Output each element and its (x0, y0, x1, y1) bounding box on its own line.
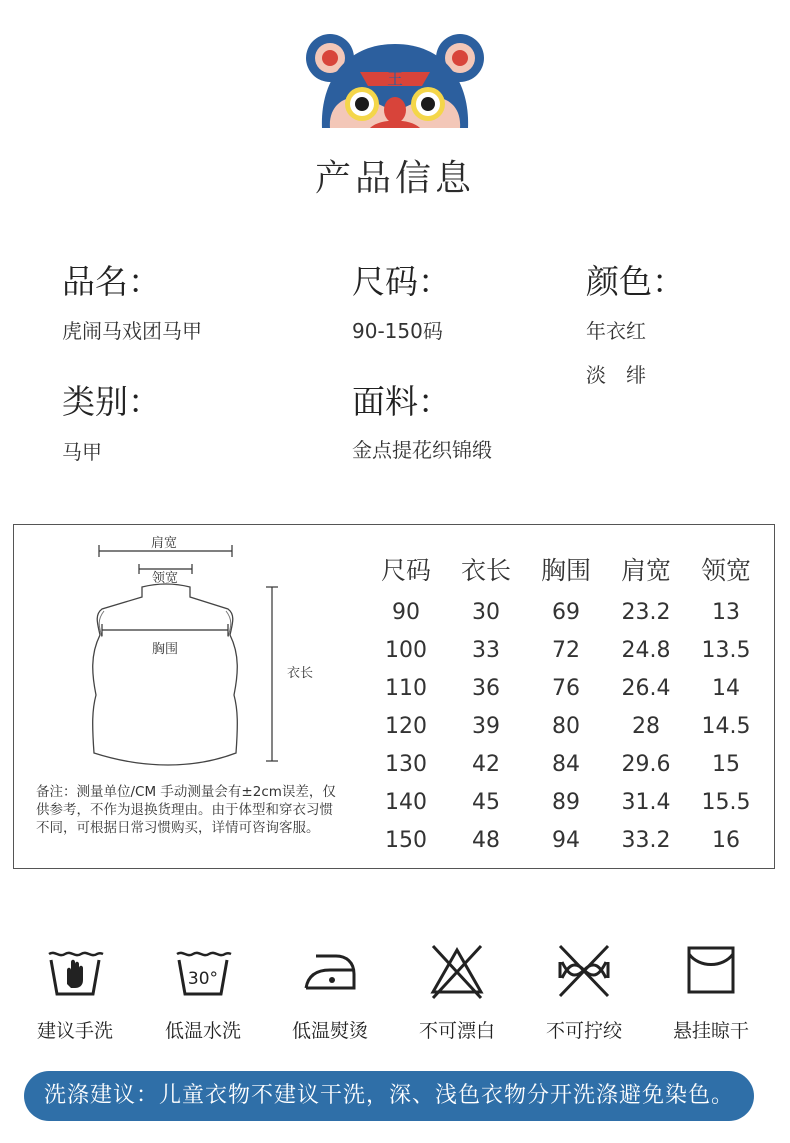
header-shoulder: 肩宽 (620, 556, 671, 585)
table-cell: 94 (552, 827, 580, 853)
table-cell: 23.2 (621, 599, 671, 625)
table-row (366, 707, 766, 745)
table-cell: 45 (472, 789, 500, 815)
table-cell: 39 (472, 713, 500, 739)
svg-text:王: 王 (386, 69, 404, 88)
no-bleach-icon (427, 940, 487, 1000)
size-label: 尺码： (352, 262, 451, 301)
table-cell: 36 (472, 675, 500, 701)
table-cell: 76 (552, 675, 580, 701)
size-chart-box (13, 524, 775, 869)
care-label: 建议手洗 (36, 1020, 113, 1042)
header-size: 尺码 (380, 556, 431, 585)
care-low-iron (270, 940, 390, 1043)
table-header-row (366, 545, 766, 593)
table-cell: 120 (385, 713, 427, 739)
no-wring-icon (554, 940, 614, 1000)
care-hand-wash (15, 940, 135, 1043)
table-cell: 48 (472, 827, 500, 853)
care-no-wring (524, 940, 644, 1043)
table-cell: 150 (385, 827, 427, 853)
chest-label: 胸围 (151, 642, 179, 657)
fabric-value: 金点提花织锦缎 (352, 438, 492, 462)
category-value: 马甲 (62, 440, 102, 464)
wash-advice-banner: 洗涤建议：儿童衣物不建议干洗，深、浅色衣物分开洗涤避免染色。 (24, 1071, 754, 1121)
table-cell: 30 (472, 599, 500, 625)
care-label: 不可拧绞 (545, 1020, 622, 1042)
table-row (366, 745, 766, 783)
category-label: 类别： (62, 382, 161, 421)
care-label: 低温水洗 (164, 1020, 241, 1042)
size-value: 90-150码 (352, 319, 443, 343)
table-cell: 72 (552, 637, 580, 663)
table-cell: 90 (392, 599, 420, 625)
page-title: 产品信息 (314, 158, 475, 199)
table-cell: 26.4 (621, 675, 671, 701)
size-table (366, 545, 766, 859)
hand-wash-icon (45, 940, 105, 1000)
table-cell: 15 (712, 751, 740, 777)
wash-30-icon (173, 940, 233, 1000)
table-cell: 69 (552, 599, 580, 625)
table-cell: 80 (552, 713, 580, 739)
table-cell: 24.8 (621, 637, 671, 663)
care-no-bleach (397, 940, 517, 1043)
iron-low-icon (300, 940, 360, 1000)
table-cell: 16 (712, 827, 740, 853)
table-row (366, 669, 766, 707)
hang-dry-icon (681, 940, 741, 1000)
table-cell: 89 (552, 789, 580, 815)
table-cell: 33.2 (621, 827, 671, 853)
shoulder-label: 肩宽 (150, 536, 178, 551)
care-label: 悬挂晾干 (672, 1020, 749, 1042)
table-cell: 14.5 (701, 713, 751, 739)
fabric-label: 面料： (352, 382, 451, 421)
table-row (366, 821, 766, 859)
table-cell: 13.5 (701, 637, 751, 663)
care-low-temp-wash (143, 940, 263, 1043)
table-cell: 100 (385, 637, 427, 663)
table-cell: 14 (712, 675, 740, 701)
table-cell: 15.5 (701, 789, 751, 815)
name-label: 品名： (62, 262, 161, 301)
table-cell: 42 (472, 751, 500, 777)
table-cell: 28 (632, 713, 660, 739)
color-value-2: 淡 绯 (586, 363, 646, 387)
table-cell: 31.4 (621, 789, 671, 815)
collar-label: 领宽 (151, 571, 179, 586)
care-hang-dry (651, 940, 771, 1043)
color-label: 颜色： (586, 262, 685, 301)
header-chest: 胸围 (540, 556, 591, 585)
header-collar: 领宽 (700, 556, 751, 585)
wash-temp: 30° (187, 969, 219, 989)
tiger-logo (300, 22, 490, 132)
color-value-1: 年衣红 (586, 319, 646, 343)
table-row (366, 783, 766, 821)
table-row (366, 631, 766, 669)
header-length: 衣长 (460, 556, 511, 585)
table-cell: 84 (552, 751, 580, 777)
table-cell: 33 (472, 637, 500, 663)
table-cell: 29.6 (621, 751, 671, 777)
table-cell: 130 (385, 751, 427, 777)
table-cell: 140 (385, 789, 427, 815)
vest-diagram (34, 525, 354, 805)
measurement-note: 备注：测量单位/CM 手动测量会有±2cm误差，仅供参考，不作为退换货理由。由于体型和穿衣习惯不同，可根据日常习惯购买，详情可咨询客服。 (36, 784, 336, 836)
table-cell: 13 (712, 599, 740, 625)
table-row (366, 593, 766, 631)
care-label: 不可漂白 (418, 1020, 495, 1042)
table-cell: 110 (385, 675, 427, 701)
care-label: 低温熨烫 (291, 1020, 368, 1042)
name-value: 虎闹马戏团马甲 (62, 319, 202, 343)
length-label: 衣长 (286, 666, 314, 681)
